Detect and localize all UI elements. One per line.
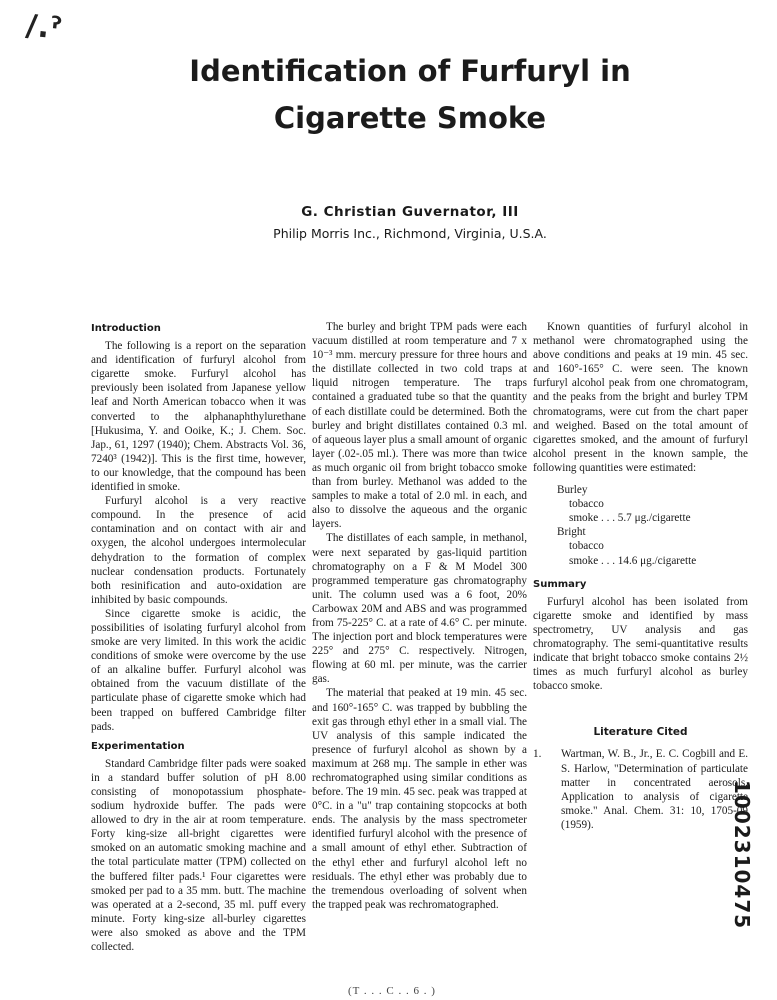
column-3	[533, 320, 748, 832]
bright-value: smoke . . . 14.6 μg./cigarette	[569, 554, 697, 567]
reference-number: 1.	[533, 748, 542, 761]
reference-text: Wartman, W. B., Jr., E. C. Cogbill and E. S. Harlow, "Determination of particulate matter in concentrated aerosols. Application to analysis of cigarette smoke." Anal. Chem. 31: 10, 1705-09 (1959).	[561, 748, 748, 831]
section-heading-experimentation: Experimentation	[91, 740, 185, 752]
summary-paragraph: Furfuryl alcohol has been isolated from cigarette smoke and identified by mass spectrometry, UV analysis and gas chromatography. The semi-quantitative results indicate that bright tobacco smoke contains 2½ times as much furfuryl alcohol as burley tobacco smoke.	[533, 595, 748, 693]
bright-sub: tobacco	[569, 540, 604, 553]
author-name: G. Christian Guvernator, III	[301, 204, 519, 220]
quantities-table	[557, 483, 748, 568]
article-title	[140, 48, 680, 142]
author-affiliation: Philip Morris Inc., Richmond, Virginia, U.S.A.	[273, 226, 547, 241]
section-heading-literature: Literature Cited	[593, 726, 688, 739]
experimentation-paragraph: The distillates of each sample, in methanol, were next separated by gas-liquid partition chromatography on a F & M Model 300 programmed temperature gas chromatography unit. The column used was a 6 foot, 20% Carbowax 20M and ABS and was programmed from 75-225° C. at a rate of 4.6° C. per minute. The injection port and block temperatures were 225° and 275° C. respectively. Nitrogen, flowing at 60 ml. per minute, was the carrier gas.	[312, 532, 527, 686]
column-1	[91, 320, 306, 954]
reference-item	[533, 747, 748, 832]
intro-paragraph: Since cigarette smoke is acidic, the possibilities of isolating furfuryl alcohol from smoke are very limited. In this work the acidic conditions of smoke were overcome by the use of an alkaline buffer. Furfuryl alcohol was obtained from the vacuum distillate of the particulate phase of cigarette smoke which had been trapped on buffered Cambridge filter pads.	[91, 607, 306, 733]
intro-paragraph: Furfuryl alcohol is a very reactive compound. In the presence of acid contamination and on contact with air and oxygen, the alcohol undergoes intermolecular dehydration to the formation of complex nuclear condensation products. Fortunately both resinification and auto-oxidation are inhibited by basic compounds.	[91, 495, 306, 606]
section-heading-introduction: Introduction	[91, 323, 161, 334]
experimentation-paragraph: Known quantities of furfuryl alcohol in methanol were chromatographed using the above conditions and peaks at 19 min. 45 sec. and 160°-165° C. were seen. The known furfuryl alcohol peak from one chromatogram, and the peaks from the bright and burley TPM chromatograms, were cut from the chart paper and weighed. Based on the total amount of cigarettes smoked, and the amount of furfuryl alcohol present in the known sample, the following quantities were estimated:	[533, 321, 748, 474]
burley-value: smoke . . . 5.7 μg./cigarette	[569, 512, 691, 525]
experimentation-paragraph: Standard Cambridge filter pads were soaked in a standard buffer solution of pH 8.00 consisting of monopotassium phosphate-sodium hydroxide buffer. The pads were allowed to dry in the air at room temperature. Forty king-size all-bright cigarettes were smoked on an automatic smoking machine and the total particulate matter (TPM) collected on the buffered filter pads.¹ Four cigarettes were smoked per pad to a 35 mm. butt. The machine was operated at a 2-second, 35 ml. puff every minute. Forty king-size all-burley cigarettes were also smoked as above and the TPM collected.	[91, 757, 306, 954]
margin-handwritten-mark: /.ˀ	[24, 8, 63, 47]
title-line-1: Identification of Furfuryl in	[189, 54, 631, 88]
title-line-2: Cigarette Smoke	[273, 101, 547, 135]
experimentation-paragraph: The material that peaked at 19 min. 45 sec. and 160°-165° C. was trapped by bubbling the exit gas through ethyl ether in a small vial. The UV analysis of this sample indicated the presence of furfuryl alcohol as shown by a maximum at 268 mμ. The sample in ether was rechromatographed using similar conditions as before. The 19 min. 45 sec. peak was trapped at 0°C. in a "u" trap containing stopcocks at both ends. The analysis by the mass spectrometer identified furfuryl alcohol with the presence of a small amount of ethyl ether. Subtraction of the ethyl ether and furfuryl alcohol left no residuals. The ethyl ether was probably due to the tremendous overloading of solvent when the trapped peak was rechromatographed.	[312, 687, 527, 911]
bright-label: Bright	[557, 526, 586, 539]
intro-paragraph: The following is a report on the separation and identification of furfuryl alcohol from cigarette smoke. Furfuryl alcohol has previously been isolated from Japanese yellow leaf and North American tobacco when it was converted to the alphanaphthylurethane [Hukusima, Y. and Ooike, K.; J. Chem. Soc. Jap., 61, 1297 (1940); Chem. Abstracts Vol. 36, 7240³ (1942)]. This is the first time, however, to our knowledge, that the compound has been identified in smoke.	[91, 340, 306, 494]
document-id-stamp: 1002310475	[730, 780, 754, 930]
footer-fragment: (T . . . C . . 6 . )	[348, 985, 436, 997]
column-2	[312, 320, 527, 912]
burley-label: Burley	[557, 484, 588, 497]
section-heading-summary: Summary	[533, 578, 587, 590]
experimentation-paragraph: The burley and bright TPM pads were each vacuum distilled at room temperature and 7 x 10⁻³ mm. mercury pressure for three hours and the distillate collected in two cold traps at liquid nitrogen temperature. The traps contained a graduated tube so that the quantity of each distillate could be determined. Both the burley and bright distillates contained 0.3 ml. of aqueous layer plus a small amount of organic layer (.02-.05 ml.). There was more than twice as much organic oil from bright tobacco smoke than from burley. Methanol was added to the samples to make a total of 2.0 ml. in each, and also to dissolve the aqueous and the organic layers.	[312, 321, 527, 531]
burley-sub: tobacco	[569, 498, 604, 511]
